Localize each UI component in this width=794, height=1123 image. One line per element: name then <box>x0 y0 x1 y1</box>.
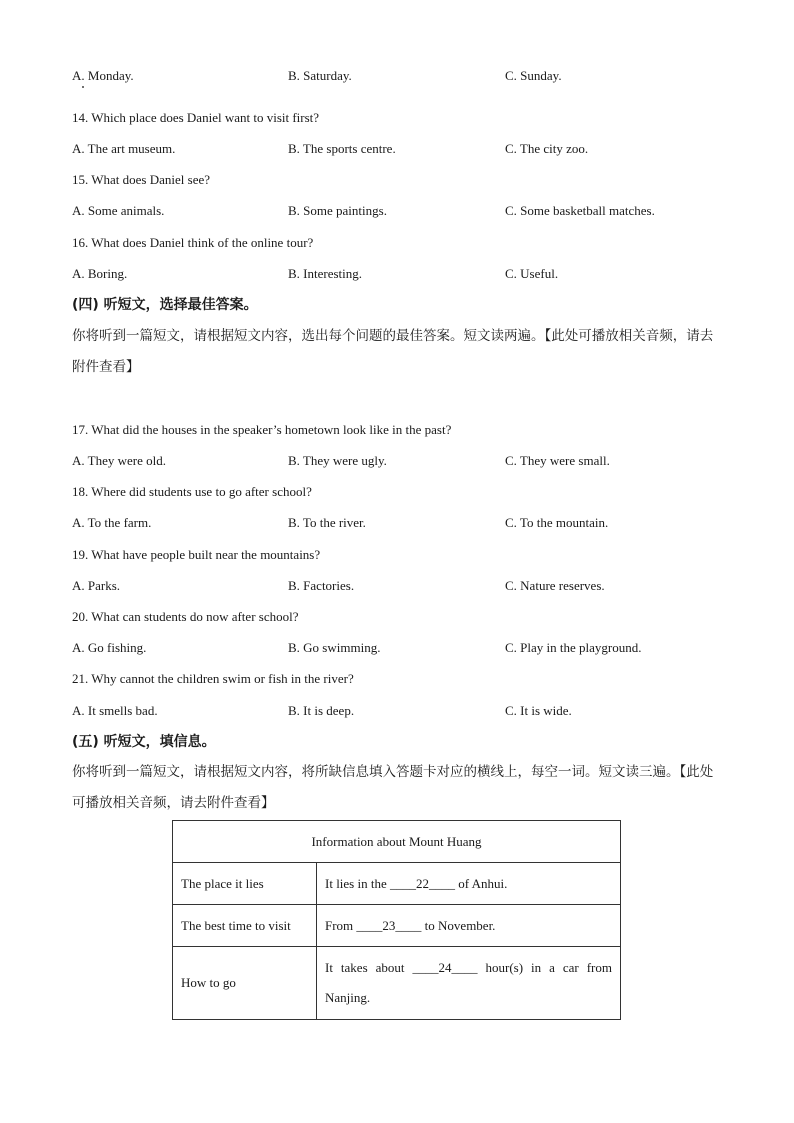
q15-option-c[interactable]: C. Some basketball matches. <box>505 203 655 218</box>
q20-option-c[interactable]: C. Play in the playground. <box>505 640 642 655</box>
row-label: The best time to visit <box>173 905 317 947</box>
q14-option-c[interactable]: C. The city zoo. <box>505 141 589 156</box>
q14-option-b[interactable]: B. The sports centre. <box>288 141 396 156</box>
q18-options <box>72 515 732 531</box>
q21-stem: 21. Why cannot the children swim or fish in the river? <box>72 671 354 686</box>
blank-24[interactable]: ____24____ <box>412 960 478 975</box>
section5-title: (五) 听短文，填信息。 <box>72 734 216 750</box>
q15-option-a[interactable]: A. Some animals. <box>72 203 165 218</box>
value-text-after: of Anhui. <box>455 875 508 891</box>
table-row <box>173 947 621 1020</box>
section5-instruction: 你将听到一篇短文，请根据短文内容，将所缺信息填入答题卡对应的横线上，每空一词。短文读三遍。【此处可播放相关音频，请去附件查看】 <box>72 764 714 811</box>
q15-stem: 15. What does Daniel see? <box>72 172 211 187</box>
q20-stem: 20. What can students do now after school? <box>72 609 299 624</box>
q16-option-c[interactable]: C. Useful. <box>505 266 559 281</box>
q14-options <box>72 141 732 157</box>
blank-23[interactable]: ____23____ <box>356 917 422 933</box>
scan-dot <box>82 86 84 88</box>
value-text-before: It lies in the <box>325 875 390 891</box>
table-row <box>173 863 621 905</box>
info-table <box>172 820 621 1020</box>
row-label: The place it lies <box>173 863 317 905</box>
q21-option-c[interactable]: C. It is wide. <box>505 703 572 718</box>
q18-option-a[interactable]: A. To the farm. <box>72 515 152 530</box>
section4-title: (四) 听短文，选择最佳答案。 <box>72 297 258 313</box>
q16-option-a[interactable]: A. Boring. <box>72 266 128 281</box>
table-row <box>173 905 621 947</box>
q21-options <box>72 703 732 719</box>
q18-option-c[interactable]: C. To the mountain. <box>505 515 609 530</box>
q17-stem: 17. What did the houses in the speaker’s hometown look like in the past? <box>72 422 452 437</box>
blank-22[interactable]: ____22____ <box>390 875 455 891</box>
q16-options <box>72 266 732 282</box>
q19-option-a[interactable]: A. Parks. <box>72 578 121 593</box>
q16-stem: 16. What does Daniel think of the online tour? <box>72 235 314 250</box>
q17-options <box>72 453 732 469</box>
q20-options <box>72 640 732 656</box>
q21-option-a[interactable]: A. It smells bad. <box>72 703 158 718</box>
value-text-after: to November. <box>421 917 496 933</box>
q20-option-b[interactable]: B. Go swimming. <box>288 640 381 655</box>
q13-options <box>72 68 732 84</box>
value-text-before: It takes about <box>325 960 413 975</box>
q15-options <box>72 203 732 219</box>
row-value <box>317 863 621 905</box>
q17-option-a[interactable]: A. They were old. <box>72 453 166 468</box>
q13-option-b[interactable]: B. Saturday. <box>288 68 352 83</box>
table-heading: Information about Mount Huang <box>173 821 621 863</box>
row-value <box>317 905 621 947</box>
q17-option-b[interactable]: B. They were ugly. <box>288 453 387 468</box>
q16-option-b[interactable]: B. Interesting. <box>288 266 363 281</box>
q21-option-b[interactable]: B. It is deep. <box>288 703 355 718</box>
q13-option-a[interactable]: A. Monday. <box>72 68 134 83</box>
row-label: How to go <box>173 947 317 1020</box>
q19-option-b[interactable]: B. Factories. <box>288 578 355 593</box>
q19-stem: 19. What have people built near the mountains? <box>72 547 321 562</box>
q13-option-c[interactable]: C. Sunday. <box>505 68 562 83</box>
q18-stem: 18. Where did students use to go after school? <box>72 484 312 499</box>
section4-instruction: 你将听到一篇短文，请根据短文内容，选出每个问题的最佳答案。短文读两遍。【此处可播放相关音频，请去附件查看】 <box>72 328 714 375</box>
q18-option-b[interactable]: B. To the river. <box>288 515 366 530</box>
q15-option-b[interactable]: B. Some paintings. <box>288 203 387 218</box>
row-value <box>317 947 621 1020</box>
value-text-before: From <box>325 917 357 933</box>
value-text-after: hour(s) in a car from Nanjing. <box>325 960 612 1005</box>
q19-option-c[interactable]: C. Nature reserves. <box>505 578 605 593</box>
q20-option-a[interactable]: A. Go fishing. <box>72 640 147 655</box>
q14-option-a[interactable]: A. The art museum. <box>72 141 176 156</box>
q19-options <box>72 578 732 594</box>
q14-stem: 14. Which place does Daniel want to visit first? <box>72 110 320 125</box>
q17-option-c[interactable]: C. They were small. <box>505 453 610 468</box>
